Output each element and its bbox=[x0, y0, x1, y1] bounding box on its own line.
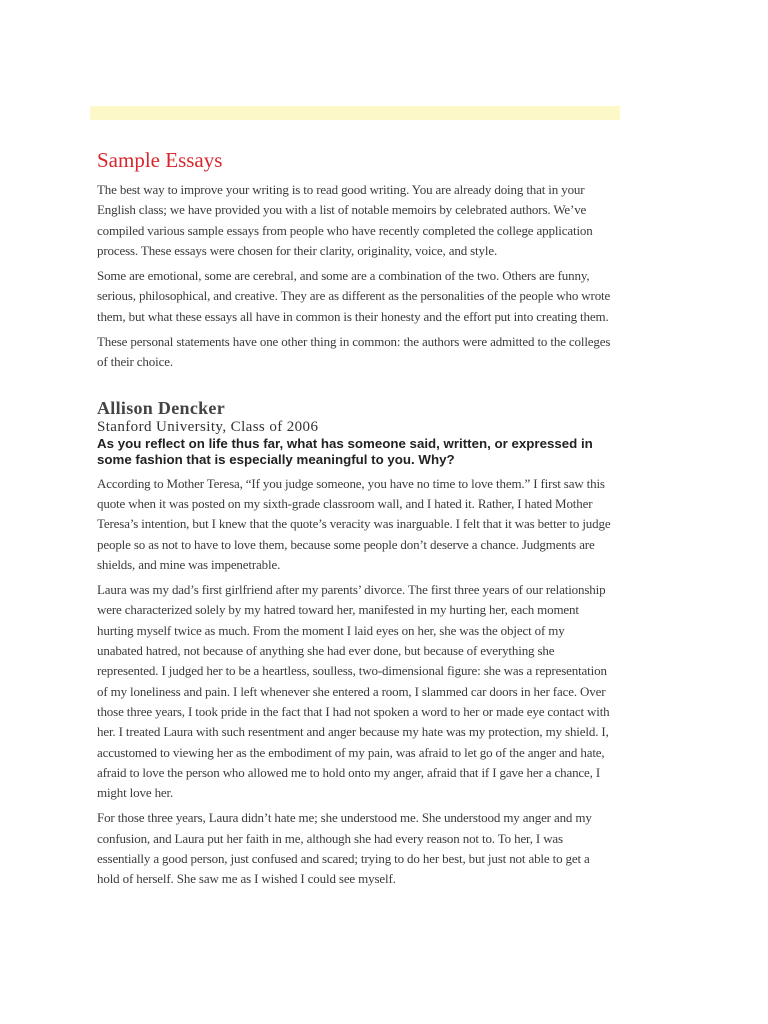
intro-paragraph-2: Some are emotional, some are cerebral, and some are a combination of the two. Others are funny, serious, philosophical, and creative. They are as different as the personalities of the people who wrote them, but what these essays all have in common is their honesty and the effort put into creating them. bbox=[97, 268, 611, 324]
essay-author: Allison Dencker bbox=[97, 397, 225, 418]
essay-paragraph-2: Laura was my dad’s first girlfriend after my parents’ divorce. The first three years of our relationship were characterized solely by my hatred toward her, manifested in my hurting her, each moment hurting myself twice as much. From the moment I laid eyes on her, she was the object of my unabated hatred, not because of anything she had ever done, but because of everything she represented. I judged her to be a heartless, soulless, two-dimensional figure: she was a representation of my loneliness and pain. I left whenever she entered a room, I slammed car doors in her face. Over those three years, I took pride in the fact that I had not spoken a word to her or made eye contact with her. I treated Laura with such resentment and anger because my hate was my protection, my shield. I, accustomed to viewing her as the embodiment of my pain, was afraid to let go of the anger and hate, afraid to love the person who allowed me to hold onto my anger, afraid that if I gave her a chance, I might love her. bbox=[97, 582, 610, 801]
document-content bbox=[97, 146, 612, 895]
essay-school: Stanford University, Class of 2006 bbox=[97, 418, 319, 435]
intro-paragraph-3: These personal statements have one other thing in common: the authors were admitted to the colleges of their choice. bbox=[97, 334, 611, 370]
intro-paragraph-1: The best way to improve your writing is to read good writing. You are already doing that in your English class; we have provided you with a list of notable memoirs by celebrated authors. We’ve compiled various sample essays from people who have recently completed the college application process. These essays were chosen for their clarity, originality, voice, and style. bbox=[97, 182, 593, 258]
essay-paragraph-1: According to Mother Teresa, “If you judge someone, you have no time to love them.” I first saw this quote when it was posted on my sixth-grade classroom wall, and I hated it. Rather, I hated Mother Teresa’s intention, but I knew that the quote’s veracity was inarguable. I felt that it was better to judge people so as not to have to love them, because some people don’t deserve a chance. Judgments are shields, and mine was impenetrable. bbox=[97, 475, 611, 572]
section-title: Sample Essays bbox=[97, 148, 223, 172]
highlight-bar bbox=[90, 106, 620, 120]
essay-prompt: As you reflect on life thus far, what has someone said, written, or expressed in some fashion that is especially meaningful to you. Why? bbox=[97, 435, 593, 467]
essay-paragraph-3: For those three years, Laura didn’t hate me; she understood me. She understood my anger and my confusion, and Laura put her faith in me, although she had every reason not to. To her, I was essentially a good person, just confused and scared; trying to do her best, but just not able to get a hold of herself. She saw me as I wished I could see myself. bbox=[97, 810, 592, 887]
